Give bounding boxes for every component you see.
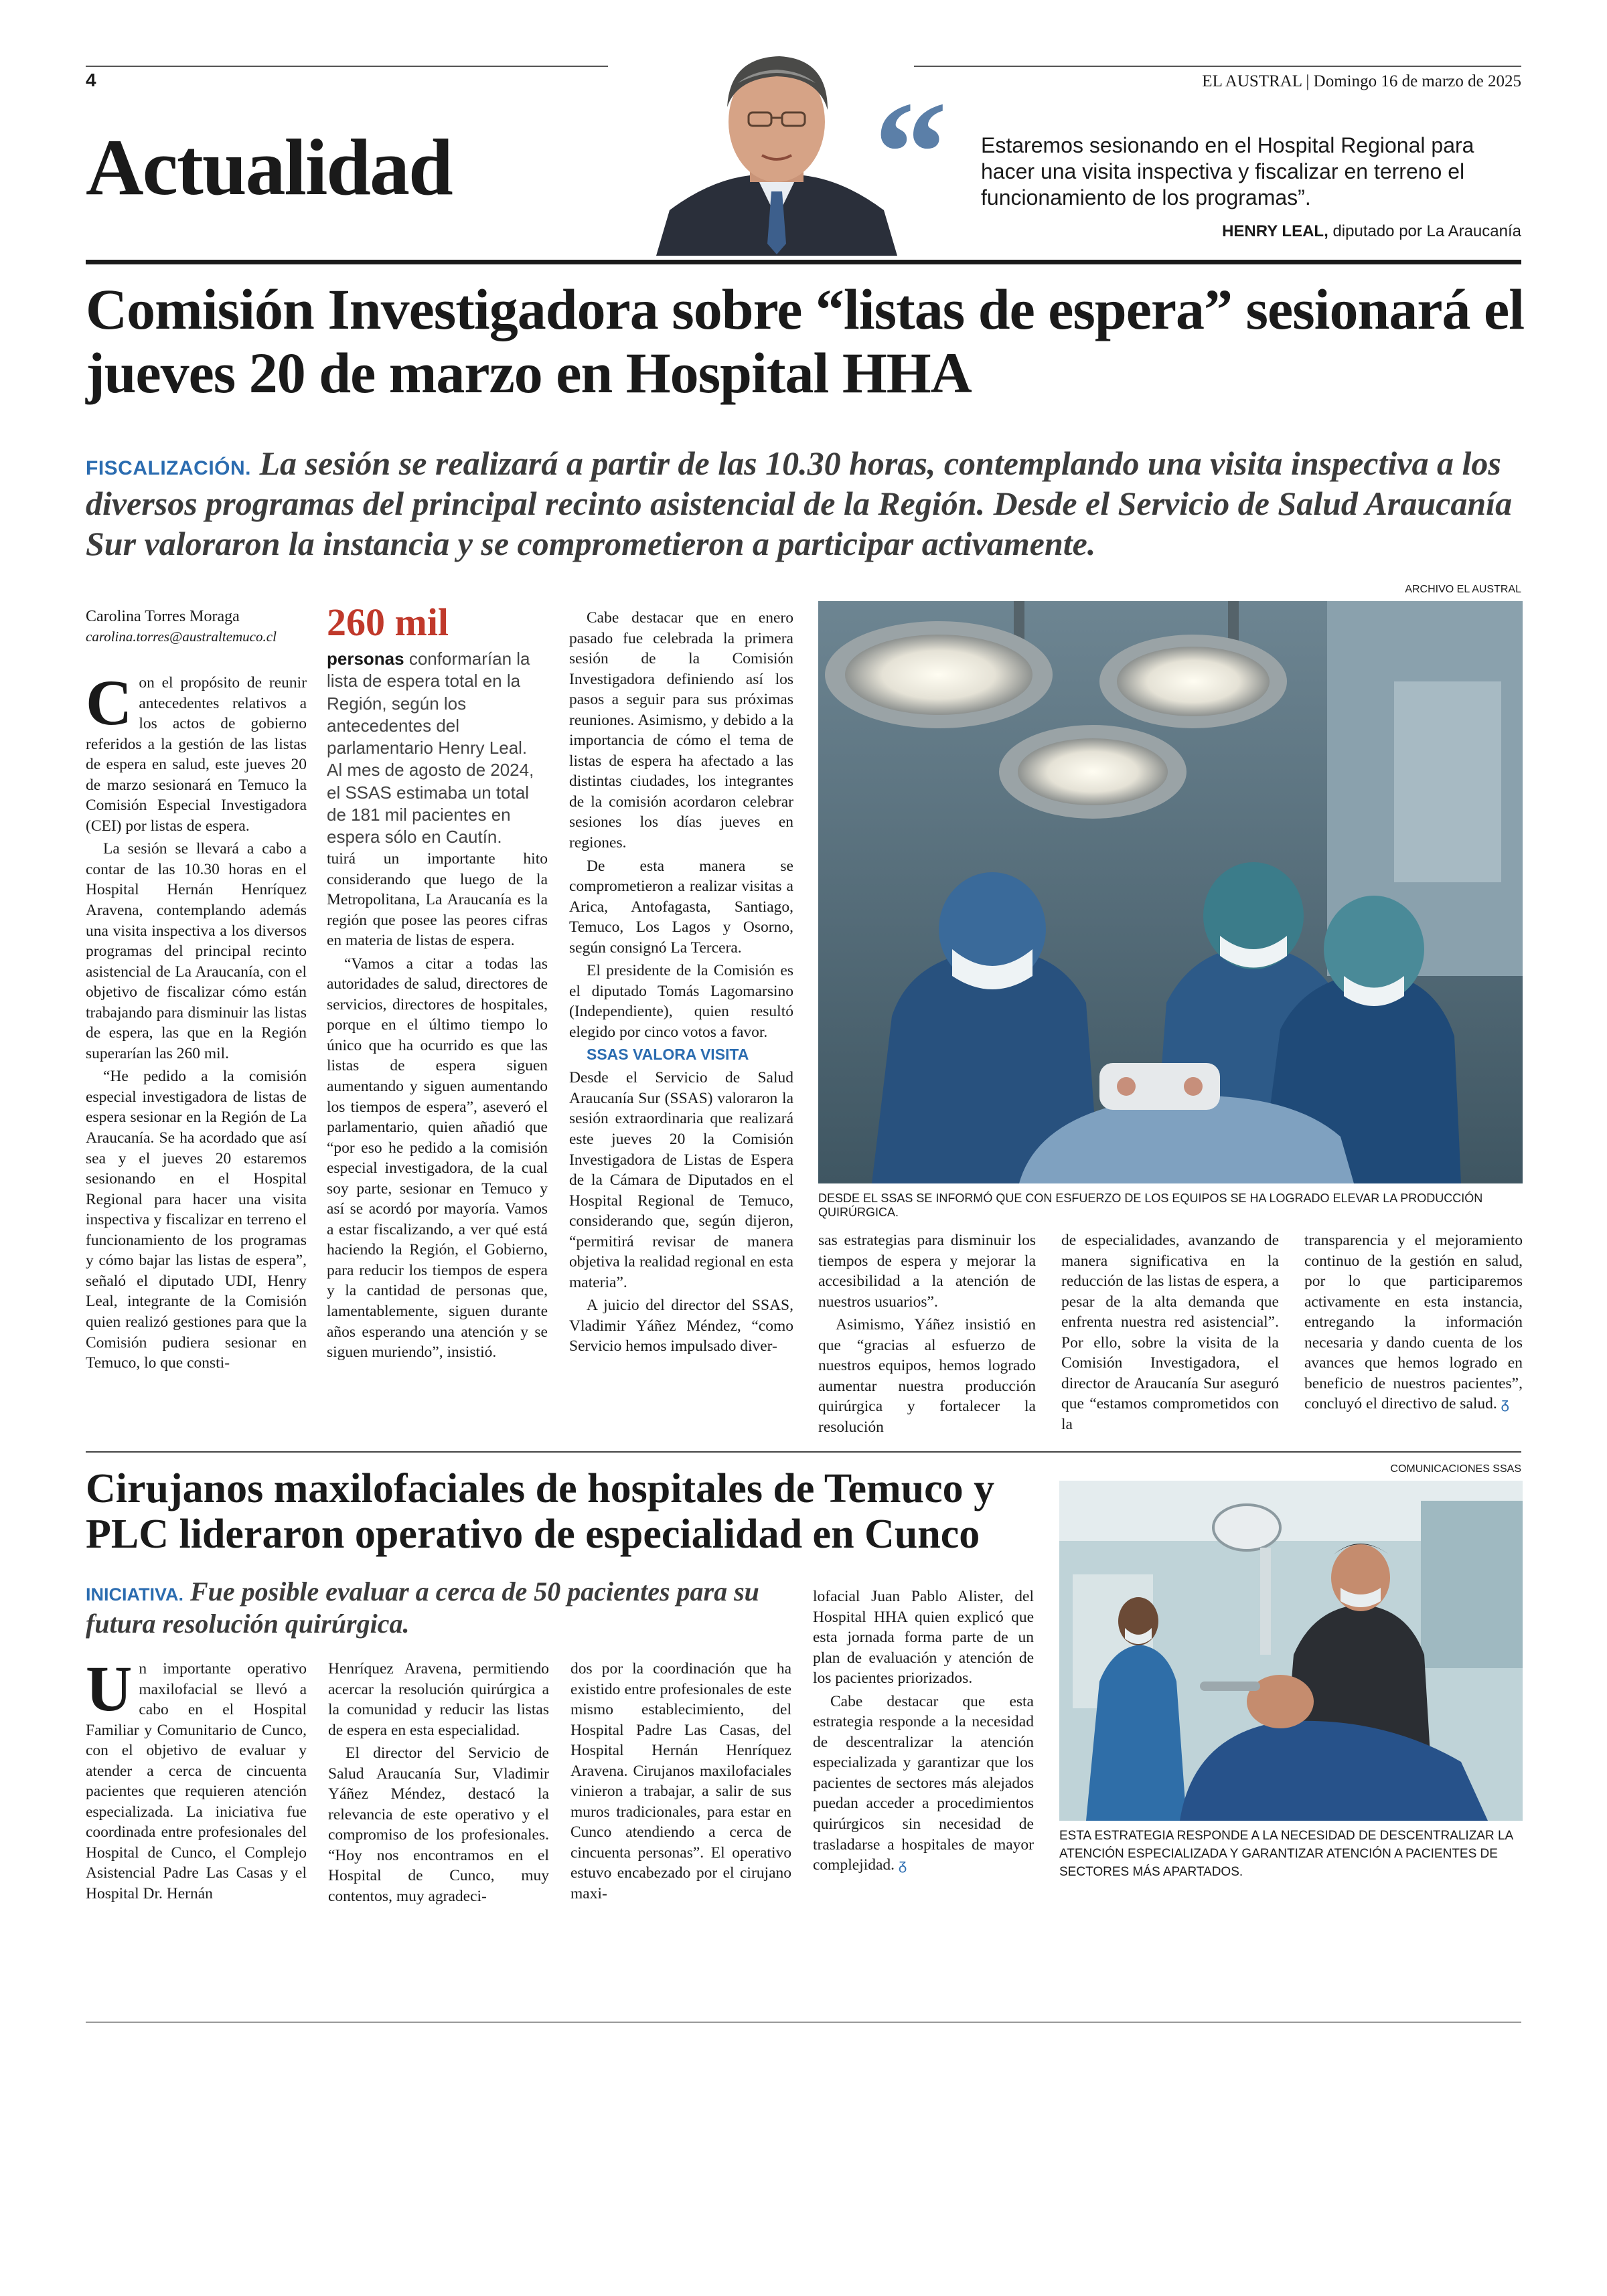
subheading: SSAS VALORA VISITA xyxy=(587,1046,749,1064)
bottom-rule xyxy=(86,2022,1521,2023)
paragraph: de especialidades, avanzando de manera significativa en la reducción de las listas de espera, a pesar de la alta demanda que enfrenta nuestra red asistencial”. Por ello, sobre la visita de la Comisión Investigadora, el director de Araucanía Sur aseguró que “estamos comprometidos con la xyxy=(1061,1232,1279,1433)
paragraph: dos por la coordinación que ha existido entre profesionales de este mismo establecimiento, del Hospital Padre Las Casas, del Hospital Hernán Henríquez Aravena. Cirujanos maxilofaciales vinieron a trabajar, a salir de sus muros tradicionales, para estar en Cunco atendiendo a cerca de cincuenta personas”. El operativo estuvo encabezado por el cirujano maxi- xyxy=(570,1660,791,1903)
article2-column-1 xyxy=(86,1653,307,1907)
paragraph: Henríquez Aravena, permitiendo acercar la resolución quirúrgica a la comunidad y reducir las listas de espera en esta especialidad. xyxy=(328,1660,549,1739)
article2-column-3 xyxy=(570,1659,791,1907)
article2-column-4 xyxy=(813,1586,1034,1878)
paragraph: La sesión se llevará a cabo a contar de las 10.30 horas en el Hospital Hernán Henríquez Aravena, contemplando además una visita inspectiva a los diversos programas del principal recinto asistencial de La Araucanía, con el objetivo de fiscalizar cómo están trabajando para disminuir las listas de espera, las que en la Región superarían las 260 mil. xyxy=(86,840,307,1062)
paragraph: on el propósito de reunir antecedentes relativos a los actos de gobierno referidos a la gestión de las listas de espera en salud, este jueves 20 de marzo sesionará en Temuco la Comisión Especial Investigadora (CEI) por listas de espera. xyxy=(86,674,307,835)
byline xyxy=(86,608,307,645)
article-divider xyxy=(86,1451,1521,1453)
paragraph: Cabe destacar que esta estrategia responde a la necesidad de descentralizar la atención especializada y garantizar que los pacientes de sectores más alejados puedan acceder a procedimientos quirúrgicos sin necesidad de trasladarse a hospitales de mayor complejidad. xyxy=(813,1692,1034,1874)
pull-quote: Estaremos sesionando en el Hospital Regional para hacer una visita inspectiva y fiscalizar en terreno el funcionamiento de los programas”. xyxy=(981,133,1474,210)
photo-credit-2: COMUNICACIONES SSAS xyxy=(1390,1463,1521,1475)
drop-cap: C xyxy=(86,667,133,738)
photo-caption-2: ESTA ESTRATEGIA RESPONDE A LA NECESIDAD DE DESCENTRALIZAR LA ATENCIÓN ESPECIALIZADA Y GARANTIZAR ATENCIÓN A PACIENTES DE SECTORES MÁS APARTADOS. xyxy=(1059,1829,1513,1879)
paragraph: El director del Servicio de Salud Araucanía Sur, Vladimir Yáñez Méndez, destacó la relevancia de este operativo y el compromiso de los profesionales. “Hoy nos encontramos en el Hospital de Cunco, muy contentos, muy agradeci- xyxy=(328,1744,549,1906)
paragraph: transparencia y el mejoramiento continuo de la gestión en salud, por lo que participaremos activamente en esta instancia, entregando la información necesaria y dando cuenta de los avances que hemos logrado en beneficio de nuestros pacientes”, concluyó el directivo de salud. xyxy=(1304,1232,1523,1413)
newspaper-end-icon: ᵹ xyxy=(898,1857,907,1874)
article1-column-1 xyxy=(86,667,307,1376)
article1-column-5 xyxy=(1061,1230,1279,1437)
article1-column-3 xyxy=(569,608,793,1360)
deck-kicker-2: INICIATIVA. xyxy=(86,1584,183,1605)
section-rule xyxy=(86,260,1521,264)
masthead: EL AUSTRAL | Domingo 16 de marzo de 2025 xyxy=(1202,72,1521,90)
portrait-photo xyxy=(643,43,911,256)
deck-text: La sesión se realizará a partir de las 10.30 horas, contemplando una visita inspectiva a los diversos programas del principal recinto asistencial de la Región. Desde el Servicio de Salud Araucanía Sur valoraron la instancia y se comprometieron a participar activamente. xyxy=(86,444,1513,562)
article1-column-4 xyxy=(818,1230,1036,1440)
paragraph: tuirá un importante hito considerando que luego de la Metropolitana, La Araucanía es la región que posee las peores cifras en materia de listas de espera. xyxy=(327,850,548,950)
paragraph: “He pedido a la comisión especial investigadora de listas de espera sesionar en la Región de La Araucanía. Se ha acordado que así sea y el jueves 20 estaremos sesionando en el Hospital Regional para hacer una visita inspectiva y fiscalizar en terreno el funcionamiento de los programas y cómo bajar las listas de espera”, señaló el diputado UDI, Henry Leal, integrante de la Comisión quien realizó gestiones para que la Comisión pudiera sesionar en Temuco, lo que consti- xyxy=(86,1068,307,1372)
byline-name: Carolina Torres Moraga xyxy=(86,608,240,625)
paragraph: El presidente de la Comisión es el diputado Tomás Lagomarsino (Independiente), quien resultó elegido por cinco votos a favor. xyxy=(569,962,793,1041)
quote-attribution xyxy=(1222,222,1521,241)
photo-caption: DESDE EL SSAS SE INFORMÓ QUE CON ESFUERZO DE LOS EQUIPOS SE HA LOGRADO ELEVAR LA PRODUCCIÓN QUIRÚRGICA. xyxy=(818,1192,1483,1219)
paragraph: De esta manera se comprometieron a realizar visitas a Arica, Antofagasta, Santiago, Temuco, Los Lagos y Osorno, según consignó La Tercera. xyxy=(569,857,793,957)
deck-2 xyxy=(86,1576,809,1640)
byline-email: carolina.torres@australtemuco.cl xyxy=(86,629,277,645)
surgery-photo xyxy=(818,601,1523,1183)
paragraph: Asimismo, Yáñez insistió en que “gracias al esfuerzo de nuestros equipos, hemos logrado aumentar nuestra producción quirúrgica y fortalecer la resolución xyxy=(818,1316,1036,1436)
dental-photo xyxy=(1059,1481,1523,1821)
paragraph: Desde el Servicio de Salud Araucanía Sur (SSAS) valoraron la sesión extraordinaria que realizará este jueves 20 la Comisión Investigadora de Listas de Espera de la Cámara de Diputados en el Hospital Regional de Temuco, considerando que, según dijeron, “permitirá revisar de manera objetiva la realidad regional en esta materia”. xyxy=(569,1069,793,1291)
deck xyxy=(86,443,1525,564)
paragraph: “Vamos a citar a todas las autoridades de salud, directores de servicios, directores de hospitales, porque en el último tiempo lo único que ha ocurrido es que las listas de espera siguen aumentando y siguen aumentando los tiempos de espera”, aseveró el parlamentario, quien añadió que “por eso he pedido a la comisión especial investigadora, de la cual soy parte, sesionar en Temuco y así se acordó por mayoría. Vamos a estar fiscalizando, a ver qué está haciendo la Región, el Gobierno, para reducir los tiempos de espera y la cantidad de personas que, lamentablemente, siguen durante años esperando una atención y se siguen muriendo”, insistió. xyxy=(327,955,548,1362)
deck-text-2: Fue posible evaluar a cerca de 50 pacientes para su futura resolución quirúrgica. xyxy=(86,1576,759,1639)
header-rule-right xyxy=(914,66,1521,67)
quote-author: HENRY LEAL, xyxy=(1222,222,1328,240)
article1-column-6 xyxy=(1304,1230,1523,1417)
newspaper-end-icon: ᵹ xyxy=(1501,1396,1509,1413)
drop-cap-2: U xyxy=(86,1653,133,1724)
paragraph: Cabe destacar que en enero pasado fue celebrada la primera sesión de la Comisión Investigadora definiendo así los pasos a seguir para sus próximas reuniones. Asimismo, y debido a la importancia de cómo el tema de listas de espera ha afectado a las distintas ciudades, los integrantes de la comisión acordaron celebrar sesiones los días jueves en regiones. xyxy=(569,609,793,852)
page-number: 4 xyxy=(86,70,96,90)
stat-text: conformarían la lista de espera total en la Región, según los antecedentes del parlamentario Henry Leal. Al mes de agosto de 2024, el SSAS estimaba un total de 181 mil pacientes en espera sólo en Cautín. xyxy=(327,649,534,847)
article1-column-2 xyxy=(327,849,548,1366)
header-rule-left xyxy=(86,66,608,67)
headline-2: Cirujanos maxilofaciales de hospitales de Temuco y PLC lideraron operativo de especialidad en Cunco xyxy=(86,1466,995,1558)
headline: Comisión Investigadora sobre “listas de espera” sesionará el jueves 20 de marzo en Hospital HHA xyxy=(86,277,1525,405)
paragraph: sas estrategias para disminuir los tiempos de espera y mejorar la accesibilidad a la atención de nuestros usuarios”. xyxy=(818,1232,1036,1311)
paragraph: lofacial Juan Pablo Alister, del Hospital HHA quien explicó que esta jornada forma parte de un plan de evaluación y atención de los pacientes priorizados. xyxy=(813,1588,1034,1688)
quote-role: diputado por La Araucanía xyxy=(1332,222,1521,240)
quote-mark-icon: “ xyxy=(874,71,947,234)
stat-figure: 260 mil xyxy=(327,600,449,644)
deck-kicker: FISCALIZACIÓN. xyxy=(86,457,251,479)
paragraph: n importante operativo maxilofacial se llevó a cabo en el Hospital Familiar y Comunitario de Cunco, con el objetivo de evaluar y atender a cerca de cincuenta pacientes que requieren atención especializada. La iniciativa fue coordinada entre profesionales del Hospital de Cunco, el Complejo Asistencial Padre Las Casas y el Hospital Dr. Hernán xyxy=(86,1660,307,1903)
article2-column-2 xyxy=(328,1659,549,1910)
stat-label: personas xyxy=(327,649,404,669)
stat-box xyxy=(327,648,544,848)
photo-credit: ARCHIVO EL AUSTRAL xyxy=(1405,584,1521,595)
section-title: Actualidad xyxy=(86,122,452,212)
paragraph: A juicio del director del SSAS, Vladimir Yáñez Méndez, “como Servicio hemos impulsado diver- xyxy=(569,1297,793,1356)
